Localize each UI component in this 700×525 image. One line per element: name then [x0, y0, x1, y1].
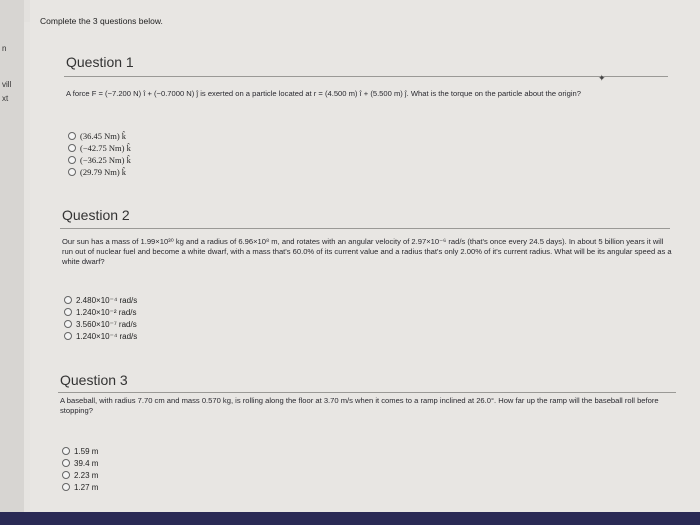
answer-option[interactable]	[62, 457, 98, 469]
taskbar	[0, 512, 700, 525]
question-2-text: Our sun has a mass of 1.99×10³⁰ kg and a radius of 6.96×10⁸ m, and rotates with an angular velocity of 2.97×10⁻⁶ rad/s (that's once every 24.5 days). In about 5 billion years it will run out of nuclear fuel and become a white dwarf, with a mass that's 60.0% of its current value and a radius that's only 2.00% of it's current radius. What will be its angular speed as a white dwarf?	[62, 237, 672, 266]
question-2-title: Question 2	[62, 207, 130, 223]
question-3-options	[62, 445, 98, 493]
question-2-options	[64, 294, 137, 342]
answer-option[interactable]	[64, 306, 137, 318]
answer-option[interactable]	[62, 469, 98, 481]
sidebar-fragment: xt	[2, 94, 9, 103]
question-1-divider	[64, 76, 668, 77]
answer-option[interactable]	[62, 481, 98, 493]
answer-option[interactable]	[68, 130, 131, 142]
option-label: 39.4 m	[74, 458, 99, 468]
option-label: (−36.25 Nm) k̂	[80, 155, 131, 165]
option-label: 1.27 m	[74, 482, 99, 492]
question-3-text: A baseball, with radius 7.70 cm and mass 0.570 kg, is rolling along the floor at 3.70 m/s when it comes to a ramp inclined at 26.0°. How far up the ramp will the baseball roll before stopping?	[60, 396, 659, 415]
answer-option[interactable]	[64, 330, 137, 342]
answer-option[interactable]	[68, 166, 131, 178]
radio-button[interactable]	[64, 308, 72, 316]
radio-button[interactable]	[64, 332, 72, 340]
option-label: 1.240×10⁻⁴ rad/s	[76, 331, 138, 341]
answer-option[interactable]	[62, 445, 98, 457]
answer-option[interactable]	[68, 142, 131, 154]
option-label: 1.59 m	[74, 446, 99, 456]
sidebar-fragment: vill	[2, 80, 12, 89]
sidebar-fragment: n	[2, 44, 7, 53]
radio-button[interactable]	[62, 459, 70, 467]
option-label: (29.79 Nm) k̂	[80, 167, 127, 177]
radio-button[interactable]	[62, 483, 70, 491]
radio-button[interactable]	[62, 447, 70, 455]
question-2-divider	[60, 228, 670, 229]
instructions-text: Complete the 3 questions below.	[40, 16, 163, 26]
question-1-text: A force F = (−7.200 N) î + (−0.7000 N) ĵ is exerted on a particle located at r = (4.500 m) î + (5.500 m) ĵ. What is the torque on the particle about the origin?	[66, 89, 581, 98]
option-label: 2.23 m	[74, 470, 99, 480]
radio-button[interactable]	[64, 320, 72, 328]
answer-option[interactable]	[64, 318, 137, 330]
option-label: (−42.75 Nm) k̂	[80, 143, 131, 153]
option-label: 1.240×10⁻² rad/s	[76, 307, 137, 317]
option-label: (36.45 Nm) k̂	[80, 131, 127, 141]
answer-option[interactable]	[64, 294, 137, 306]
radio-button[interactable]	[68, 132, 76, 140]
radio-button[interactable]	[68, 168, 76, 176]
radio-button[interactable]	[62, 471, 70, 479]
option-label: 2.480×10⁻⁴ rad/s	[76, 295, 138, 305]
question-1-options	[68, 130, 131, 178]
radio-button[interactable]	[64, 296, 72, 304]
question-1-title: Question 1	[66, 54, 134, 70]
cursor-icon: ✦	[598, 73, 606, 83]
question-3-divider	[58, 392, 676, 393]
radio-button[interactable]	[68, 156, 76, 164]
left-sidebar	[0, 0, 24, 525]
radio-button[interactable]	[68, 144, 76, 152]
answer-option[interactable]	[68, 154, 131, 166]
question-3-title: Question 3	[60, 372, 128, 388]
option-label: 3.560×10⁻⁷ rad/s	[76, 319, 137, 329]
